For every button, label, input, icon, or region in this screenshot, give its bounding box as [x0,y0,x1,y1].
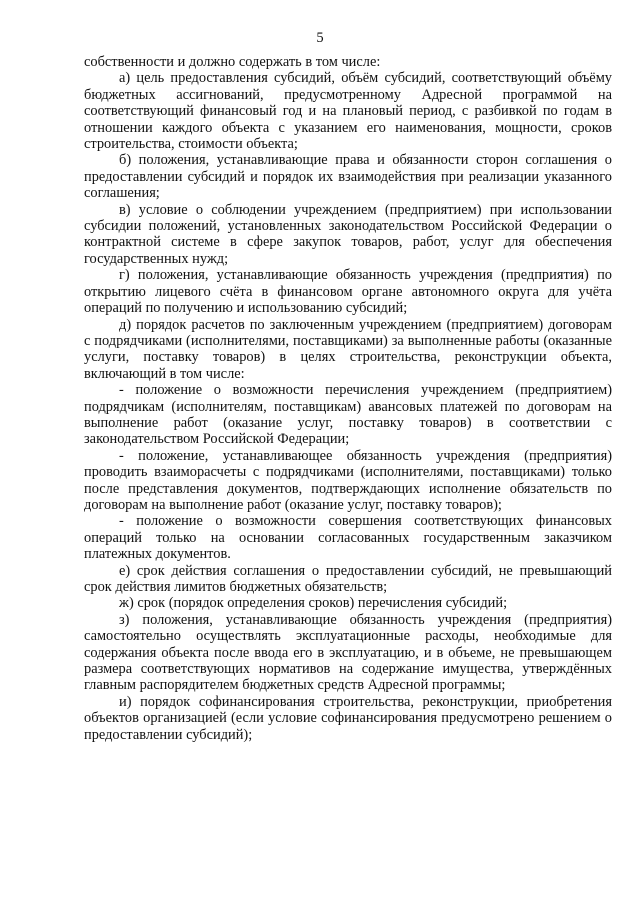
paragraph-continuation: собственности и должно содержать в том числе: [84,54,381,70]
paragraph-item-a: а) цель предоставления субсидий, объём субсидий, соответствующий объёму бюджетных ассигнований, предусмотренному Адресной программой на соответствующий финансовый год и на плановый период, с разбивкой по годам в отношении каждого объекта с указанием его наименования, мощности, сроков строительства, стоимости объекта; [84,70,612,153]
document-body [84,54,612,743]
paragraph-item-e: е) срок действия соглашения о предоставлении субсидий, не превышающий срок действия лимитов бюджетных обязательств; [84,562,612,595]
paragraph-subitem-advance: - положение о возможности перечисления учреждением (предприятием) подрядчикам (исполнителям, поставщикам) авансовых платежей по договорам на выполнение работ (оказание услуг, поставку товаров) в соответствии с законодательством Российской Федерации; [84,382,612,448]
paragraph-item-b: б) положения, устанавливающие права и обязанности сторон соглашения о предоставлении субсидий и порядок их взаимодействия при реализации указанного соглашения; [84,152,612,202]
paragraph-item-d: д) порядок расчетов по заключенным учреждением (предприятием) договорам с подрядчиками (исполнителями, поставщиками) за выполненные работы (оказанные услуги, поставку товаров) в целях строительства, реконструкции объекта, включающий в том числе: [84,316,612,382]
paragraph-item-z: з) положения, устанавливающие обязанность учреждения (предприятия) самостоятельно осуществлять эксплуатационные расходы, необходимые для содержания объекта после ввода его в эксплуатацию, и в объеме, не превышающем размера соответствующих нормативов на содержание имущества, утверждённых главным распорядителем бюджетных средств Адресной программы; [84,611,612,694]
paragraph-subitem-operations: - положение о возможности совершения соответствующих финансовых операций только на основании согласованных государственным заказчиком платежных документов. [84,513,612,563]
paragraph-item-g: г) положения, устанавливающие обязанность учреждения (предприятия) по открытию лицевого счёта в финансовом органе автономного округа для учёта операций по получению и использованию субсидий; [84,267,612,317]
page-number: 5 [316,30,324,46]
paragraph-subitem-settlement: - положение, устанавливающее обязанность учреждения (предприятия) проводить взаиморасчеты с подрядчиками (исполнителями, поставщиками) только после представления документов, подтверждающих исполнение обязательств по договорам на выполнение работ (оказание услуг, поставку товаров); [84,447,612,513]
paragraph-item-zh: ж) срок (порядок определения сроков) перечисления субсидий; [119,595,508,612]
paragraph-item-v: в) условие о соблюдении учреждением (предприятием) при использовании субсидии положений, установленных законодательством Российской Федерации о контрактной системе в сфере закупок товаров, работ, услуг для обеспечения государственных нужд; [84,201,612,267]
paragraph-item-i: и) порядок софинансирования строительства, реконструкции, приобретения объектов организацией (если условие софинансирования предусмотрено решением о предоставлении субсидий); [84,693,612,743]
